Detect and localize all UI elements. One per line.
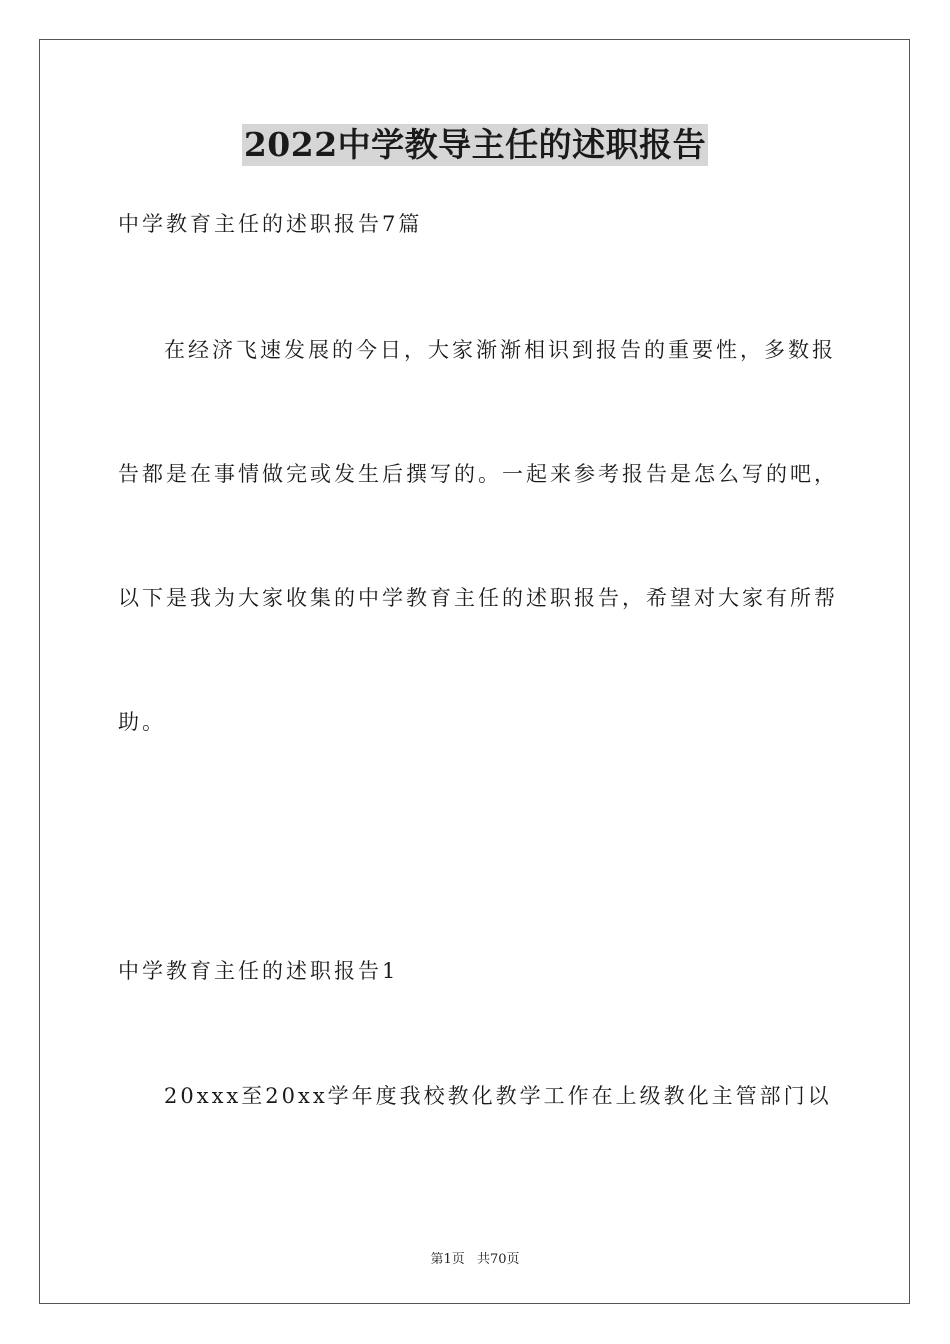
page-number-total: 共70页 — [476, 1252, 520, 1267]
document-subtitle: 中学教育主任的述职报告7篇 — [118, 212, 423, 236]
page-number-current: 第1页 — [430, 1252, 465, 1267]
title-container — [0, 124, 950, 166]
document-title: 2022中学教导主任的述职报告 — [243, 125, 707, 164]
section-paragraph-line-1: 20xxx至20xx学年度我校教化教学工作在上级教化主管部门以 — [164, 1084, 832, 1108]
paragraph-line-1: 在经济飞速发展的今日，大家渐渐相识到报告的重要性，多数报 — [164, 338, 836, 362]
paragraph-line-2: 告都是在事情做完或发生后撰写的。一起来参考报告是怎么写的吧， — [118, 462, 838, 486]
section-heading: 中学教育主任的述职报告1 — [118, 959, 399, 983]
paragraph-line-4: 助。 — [118, 710, 166, 734]
paragraph-line-3: 以下是我为大家收集的中学教育主任的述职报告，希望对大家有所帮 — [118, 586, 838, 610]
page-footer — [0, 1248, 950, 1267]
